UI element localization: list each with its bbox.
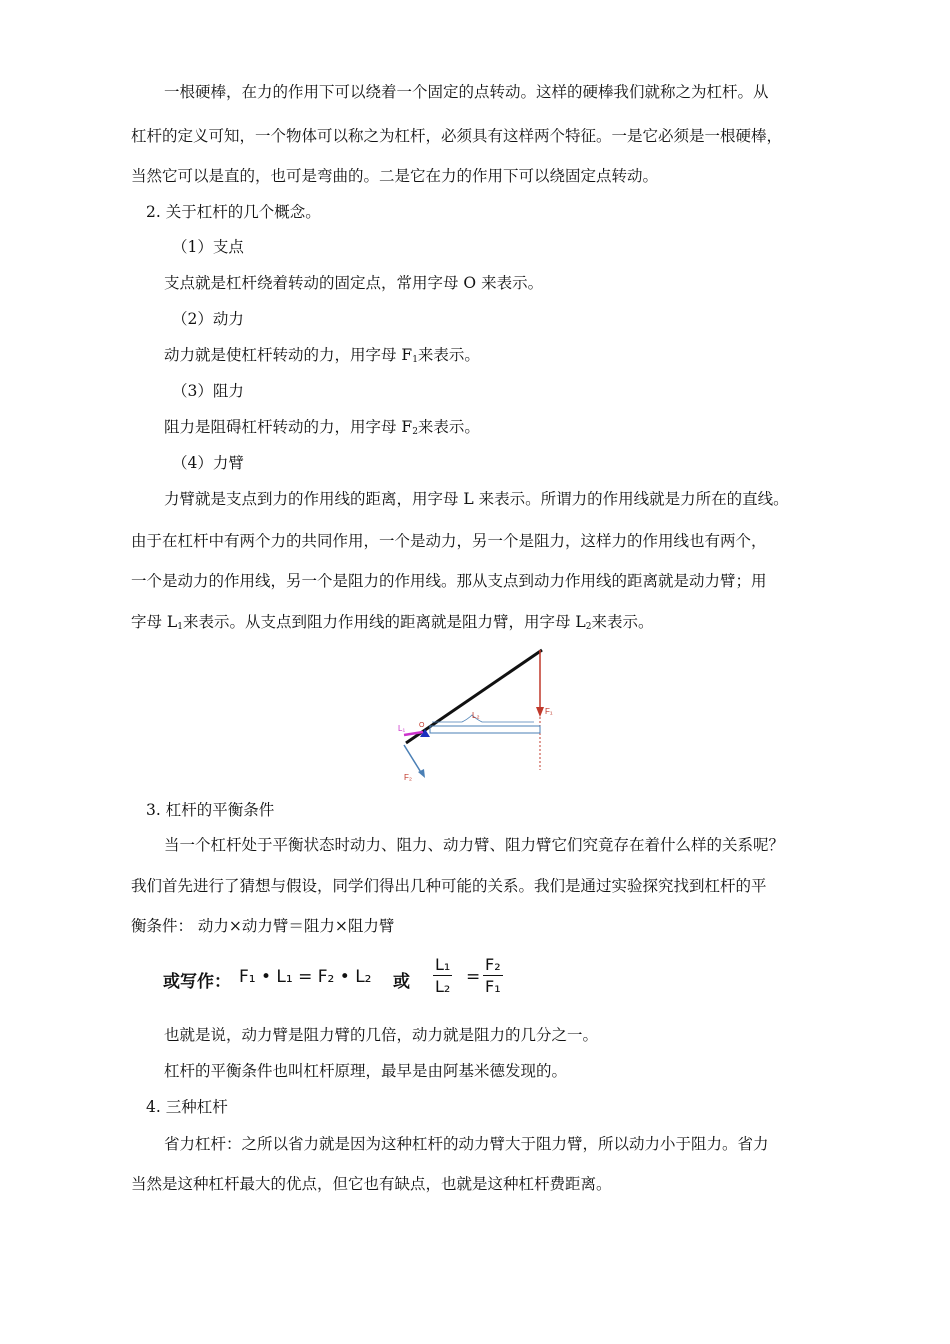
concept-4-line-4: 字母 $L_1$来表示。从支点到阻力作用线的距离就是阻力臂，用字母 $L_2$来表示。 (131, 613, 654, 632)
section-2-title: 2. 关于杠杆的几个概念。 (146, 203, 321, 221)
concept-2-text: 动力就是使杠杆转动的力，用字母 $F_1$来表示。 (164, 346, 480, 365)
lever-diagram (392, 645, 562, 785)
formula-equation: F₁ • L₁ = F₂ • L₂ (239, 967, 372, 987)
concept-1-title: （1）支点 (172, 238, 244, 256)
section-3-title: 3. 杠杆的平衡条件 (146, 801, 275, 819)
formula-or: 或 (393, 972, 410, 992)
intro-line-1: 一根硬棒，在力的作用下可以绕着一个固定的点转动。这样的硬棒我们就称之为杠杆。从 (164, 83, 769, 101)
sec3-line-1: 当一个杠杆处于平衡状态时动力、阻力、动力臂、阻力臂它们究竟存在着什么样的关系呢？ (164, 836, 785, 854)
sec3-after-2: 杠杆的平衡条件也叫杠杆原理，最早是由阿基米德发现的。 (164, 1062, 568, 1080)
sec3-line-3: 衡条件： 动力×动力臂＝阻力×阻力臂 (131, 917, 395, 935)
label-f2: F₂ (404, 773, 412, 782)
label-l1: L₁ (398, 724, 406, 733)
fraction-left: $\frac{\text{L₁}}{\text{L₂}}$ (435, 955, 451, 996)
force-f1-arrowhead (536, 707, 544, 717)
sec3-line-2: 我们首先进行了猜想与假设，同学们得出几种可能的关系。我们是通过实验探究找到杠杆的平 (131, 877, 767, 895)
intro-line-3: 当然它可以是直的，也可是弯曲的。二是它在力的作用下可以绕固定点转动。 (131, 167, 659, 185)
intro-line-2: 杠杆的定义可知，一个物体可以称之为杠杆，必须具有这样两个特征。一是它必须是一根硬棒， (131, 127, 783, 145)
fraction-equals: = (466, 967, 481, 987)
concept-2-title: （2）动力 (172, 310, 244, 328)
arm-l2 (430, 726, 540, 733)
concept-1-text: 支点就是杠杆绕着转动的固定点，常用字母 O 来表示。 (164, 274, 544, 292)
concept-4-line-1: 力臂就是支点到力的作用线的距离，用字母 L 来表示。所谓力的作用线就是力所在的直线。 (164, 490, 789, 508)
balance-formula (163, 955, 523, 1010)
section-4-title: 4. 三种杠杆 (146, 1098, 228, 1116)
concept-4-title: （4）力臂 (172, 454, 244, 472)
sec3-after-1: 也就是说，动力臂是阻力臂的几倍，动力就是阻力的几分之一。 (164, 1026, 599, 1044)
sec4-line-1: 省力杠杆：之所以省力就是因为这种杠杆的动力臂大于阻力臂，所以动力小于阻力。省力 (164, 1135, 769, 1153)
label-f1: F₁ (545, 707, 553, 716)
label-l2: L₂ (472, 711, 480, 720)
formula-prefix: 或写作： (163, 972, 231, 992)
sec4-line-2: 当然是这种杠杆最大的优点，但它也有缺点，也就是这种杠杆费距离。 (131, 1175, 612, 1193)
force-f2-arrow (404, 745, 422, 774)
concept-4-line-3: 一个是动力的作用线，另一个是阻力的作用线。那从支点到动力作用线的距离就是动力臂；用 (131, 572, 767, 590)
concept-3-text: 阻力是阻碍杠杆转动的力，用字母 $F_2$来表示。 (164, 418, 480, 437)
concept-4-line-2: 由于在杠杆中有两个力的共同作用，一个是动力，另一个是阻力，这样力的作用线也有两个， (131, 532, 767, 550)
lever-bar (406, 650, 542, 743)
label-o: O (419, 722, 425, 729)
concept-3-title: （3）阻力 (172, 382, 244, 400)
fraction-right: $\frac{\text{F₂}}{\text{F₁}}$ (485, 955, 501, 996)
